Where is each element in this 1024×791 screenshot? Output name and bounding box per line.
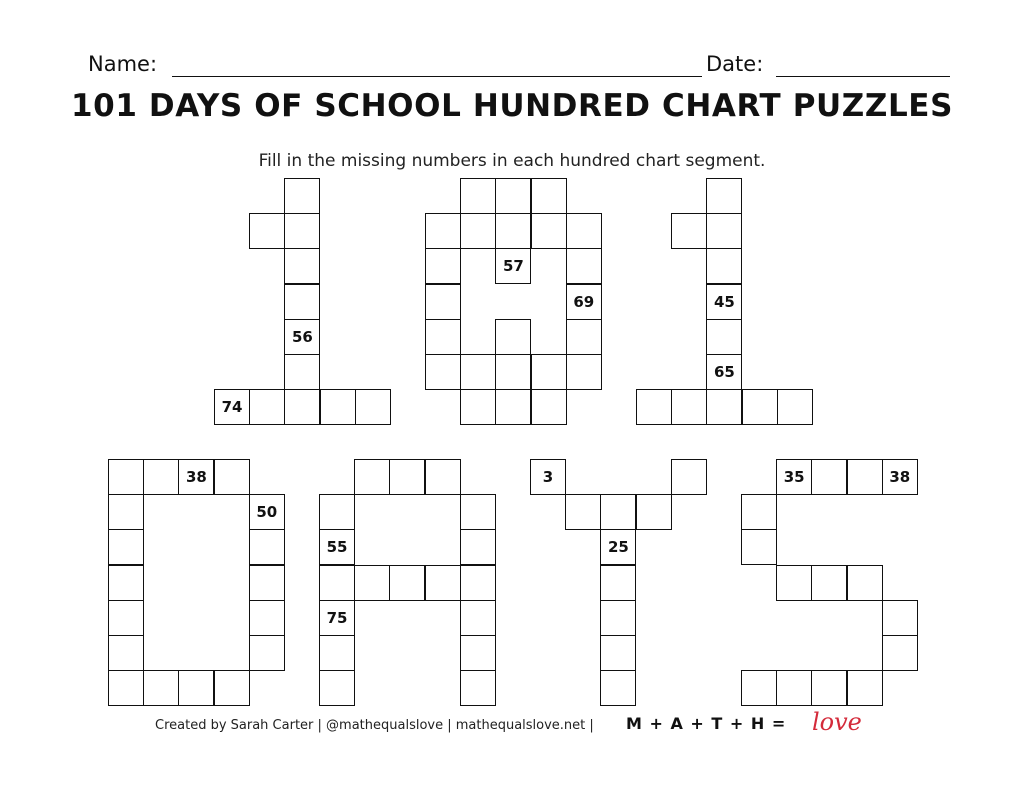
blank-cell[interactable]	[811, 565, 847, 601]
blank-cell[interactable]	[776, 670, 812, 706]
blank-cell[interactable]	[495, 319, 531, 355]
blank-cell[interactable]	[284, 248, 320, 284]
blank-cell[interactable]	[531, 354, 567, 390]
blank-cell[interactable]	[847, 459, 883, 495]
blank-cell[interactable]	[706, 248, 742, 284]
blank-cell[interactable]	[460, 600, 496, 636]
given-number-cell: 75	[319, 600, 355, 636]
given-number-cell: 35	[776, 459, 812, 495]
blank-cell[interactable]	[847, 670, 883, 706]
blank-cell[interactable]	[777, 389, 813, 425]
blank-cell[interactable]	[566, 248, 602, 284]
blank-cell[interactable]	[249, 565, 285, 601]
given-number-cell: 57	[495, 248, 531, 284]
blank-cell[interactable]	[320, 389, 356, 425]
blank-cell[interactable]	[284, 389, 320, 425]
given-number-cell: 65	[706, 354, 742, 390]
blank-cell[interactable]	[847, 565, 883, 601]
blank-cell[interactable]	[460, 494, 496, 530]
blank-cell[interactable]	[636, 389, 672, 425]
date-label: Date:	[706, 52, 764, 76]
blank-cell[interactable]	[108, 494, 144, 530]
blank-cell[interactable]	[566, 354, 602, 390]
blank-cell[interactable]	[214, 670, 250, 706]
blank-cell[interactable]	[108, 600, 144, 636]
blank-cell[interactable]	[706, 178, 742, 214]
blank-cell[interactable]	[600, 670, 636, 706]
blank-cell[interactable]	[811, 670, 847, 706]
blank-cell[interactable]	[355, 389, 391, 425]
blank-cell[interactable]	[565, 494, 601, 530]
footer-credits: Created by Sarah Carter | @mathequalslove | mathequalslove.net |	[155, 718, 594, 733]
blank-cell[interactable]	[249, 635, 285, 671]
blank-cell[interactable]	[319, 670, 355, 706]
blank-cell[interactable]	[284, 284, 320, 320]
blank-cell[interactable]	[425, 354, 461, 390]
blank-cell[interactable]	[706, 389, 742, 425]
blank-cell[interactable]	[566, 319, 602, 355]
blank-cell[interactable]	[671, 213, 707, 249]
given-number-cell: 45	[706, 284, 742, 320]
blank-cell[interactable]	[460, 389, 496, 425]
blank-cell[interactable]	[495, 178, 531, 214]
name-label: Name:	[88, 52, 158, 76]
blank-cell[interactable]	[425, 248, 461, 284]
blank-cell[interactable]	[460, 565, 496, 601]
blank-cell[interactable]	[776, 565, 812, 601]
given-number-cell: 3	[530, 459, 566, 495]
blank-cell[interactable]	[460, 670, 496, 706]
blank-cell[interactable]	[284, 213, 320, 249]
blank-cell[interactable]	[354, 459, 390, 495]
blank-cell[interactable]	[882, 600, 918, 636]
given-number-cell: 50	[249, 494, 285, 530]
blank-cell[interactable]	[706, 213, 742, 249]
given-number-cell: 56	[284, 319, 320, 355]
blank-cell[interactable]	[284, 178, 320, 214]
blank-cell[interactable]	[600, 635, 636, 671]
blank-cell[interactable]	[460, 354, 496, 390]
blank-cell[interactable]	[425, 459, 461, 495]
instructions-text: Fill in the missing numbers in each hundred chart segment.	[258, 151, 766, 171]
blank-cell[interactable]	[671, 389, 707, 425]
blank-cell[interactable]	[531, 213, 567, 249]
blank-cell[interactable]	[460, 178, 496, 214]
blank-cell[interactable]	[460, 213, 496, 249]
blank-cell[interactable]	[319, 635, 355, 671]
blank-cell[interactable]	[600, 600, 636, 636]
given-number-cell: 25	[600, 529, 636, 565]
blank-cell[interactable]	[284, 354, 320, 390]
blank-cell[interactable]	[566, 213, 602, 249]
blank-cell[interactable]	[389, 459, 425, 495]
blank-cell[interactable]	[531, 178, 567, 214]
page-title: 101 DAYS OF SCHOOL HUNDRED CHART PUZZLES	[71, 88, 953, 124]
blank-cell[interactable]	[108, 565, 144, 601]
blank-cell[interactable]	[249, 600, 285, 636]
blank-cell[interactable]	[600, 494, 636, 530]
given-number-cell: 38	[882, 459, 918, 495]
blank-cell[interactable]	[108, 670, 144, 706]
blank-cell[interactable]	[600, 565, 636, 601]
footer-logo-love: love	[812, 708, 862, 736]
blank-cell[interactable]	[425, 284, 461, 320]
blank-cell[interactable]	[882, 635, 918, 671]
blank-cell[interactable]	[143, 670, 179, 706]
blank-cell[interactable]	[249, 389, 285, 425]
blank-cell[interactable]	[425, 213, 461, 249]
blank-cell[interactable]	[319, 565, 355, 601]
blank-cell[interactable]	[741, 529, 777, 565]
blank-cell[interactable]	[742, 389, 778, 425]
blank-cell[interactable]	[636, 494, 672, 530]
blank-cell[interactable]	[741, 670, 777, 706]
given-number-cell: 74	[214, 389, 250, 425]
blank-cell[interactable]	[108, 635, 144, 671]
blank-cell[interactable]	[531, 389, 567, 425]
footer-logo-text: M + A + T + H =	[626, 714, 787, 733]
blank-cell[interactable]	[811, 459, 847, 495]
blank-cell[interactable]	[214, 459, 250, 495]
given-number-cell: 38	[178, 459, 214, 495]
blank-cell[interactable]	[495, 213, 531, 249]
blank-cell[interactable]	[143, 459, 179, 495]
blank-cell[interactable]	[495, 389, 531, 425]
blank-cell[interactable]	[425, 319, 461, 355]
blank-cell[interactable]	[354, 565, 390, 601]
footer	[0, 708, 1024, 742]
blank-cell[interactable]	[178, 670, 214, 706]
blank-cell[interactable]	[425, 565, 461, 601]
blank-cell[interactable]	[249, 213, 285, 249]
blank-cell[interactable]	[108, 529, 144, 565]
blank-cell[interactable]	[319, 494, 355, 530]
given-number-cell: 69	[566, 284, 602, 320]
blank-cell[interactable]	[495, 354, 531, 390]
blank-cell[interactable]	[741, 494, 777, 530]
blank-cell[interactable]	[460, 635, 496, 671]
given-number-cell: 55	[319, 529, 355, 565]
blank-cell[interactable]	[706, 319, 742, 355]
blank-cell[interactable]	[108, 459, 144, 495]
blank-cell[interactable]	[671, 459, 707, 495]
blank-cell[interactable]	[389, 565, 425, 601]
blank-cell[interactable]	[460, 529, 496, 565]
blank-cell[interactable]	[249, 529, 285, 565]
